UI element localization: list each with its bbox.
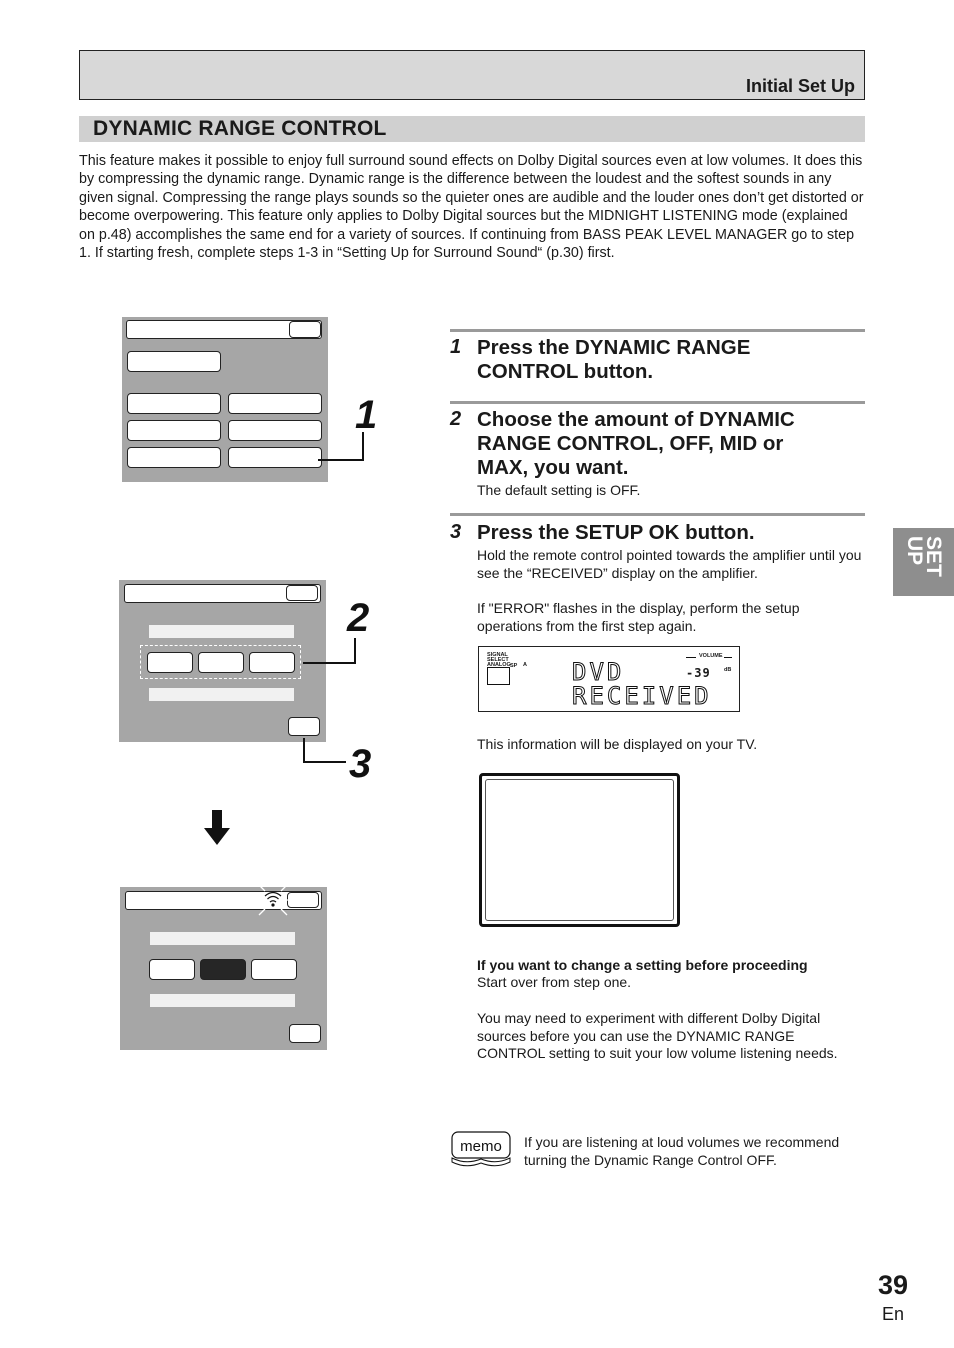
off-button[interactable] — [147, 652, 193, 673]
step-divider — [450, 329, 865, 332]
off-button[interactable] — [149, 959, 195, 980]
db-label: dB — [724, 667, 732, 673]
sp-label: SP — [510, 663, 518, 669]
figure-label-1: 1 — [355, 393, 378, 437]
step-2-number: 2 — [450, 408, 462, 430]
remote-label-bar — [149, 625, 294, 638]
step-2-note: The default setting is OFF. — [477, 482, 641, 498]
dynamic-range-control-button[interactable] — [228, 447, 322, 468]
step-3-note: Hold the remote control pointed towards the amplifier until you see the “RECEIVED” display on the amplifier. — [477, 547, 862, 581]
max-button[interactable] — [251, 959, 297, 980]
intro-paragraph: This feature makes it possible to enjoy full surround sound effects on Dolby Digital sources even at low volumes. It does this by compressing the dynamic range. Dynamic range is the difference between the loudest and the softest sounds in any given signal. Compressing the range plays sounds so the quieter ones are audible and the louder ones don’t get distorted or become overpowering. This feature only applies to Dolby Digital sources but the MIDNIGHT LISTENING mode (explained on p.48) accomplishes the same end for a variety of sources. If continuing from BASS PEAK LEVEL MANAGER go to step 1. If starting fresh, complete steps 1-3 in “Setting Up for Surround Sound“ (p.30) first. — [79, 153, 864, 262]
remote-small-button[interactable] — [286, 585, 318, 601]
leader-line — [303, 761, 346, 763]
signal-select-label: SIGNAL SELECT ANALOG — [487, 652, 511, 668]
page-number: 39 — [878, 1270, 909, 1300]
signal-indicator-box — [487, 667, 510, 685]
mid-button-selected[interactable] — [200, 959, 246, 980]
volume-rule — [724, 657, 732, 658]
remote-panel-step2 — [119, 580, 326, 742]
figure-label-2: 2 — [347, 596, 370, 640]
arrow-down-icon — [204, 810, 230, 846]
experiment-text: You may need to experiment with different Dolby Digital sources before you can use the DYNAMIC RANGE CONTROL setting to suit your low volume listening needs. — [477, 1010, 838, 1062]
memo-icon — [451, 1131, 511, 1167]
figure-label-3: 3 — [349, 742, 372, 786]
remote-button[interactable] — [228, 393, 322, 414]
speaker-a-label: A — [523, 662, 527, 668]
change-setting-text: Start over from step one. — [477, 974, 632, 990]
section-title: DYNAMIC RANGE CONTROL — [93, 117, 387, 140]
step-3-number: 3 — [450, 521, 462, 543]
tv-screen-icon — [479, 773, 680, 927]
step-divider — [450, 401, 865, 404]
header-section-name: Initial Set Up — [745, 76, 855, 96]
remote-button[interactable] — [127, 420, 221, 441]
mid-button[interactable] — [198, 652, 244, 673]
display-line-2: RECEIVED — [572, 682, 712, 710]
remote-panel-result — [120, 887, 327, 1050]
transmit-icon — [255, 882, 291, 918]
step-1-title: Press the DYNAMIC RANGE CONTROL button. — [477, 336, 751, 383]
tv-screen — [485, 779, 674, 921]
tv-caption: This information will be displayed on your TV. — [477, 736, 758, 752]
remote-label-bar — [150, 932, 295, 945]
amplifier-display — [478, 646, 740, 712]
step-divider — [450, 513, 865, 516]
max-button[interactable] — [249, 652, 295, 673]
header-banner — [79, 50, 865, 100]
display-line-1: DVD — [572, 658, 625, 686]
setup-side-tab — [893, 528, 954, 596]
remote-label-bar — [150, 994, 295, 1007]
remote-button[interactable] — [127, 447, 221, 468]
change-setting-heading: If you want to change a setting before proceeding — [477, 957, 808, 973]
remote-button[interactable] — [127, 393, 221, 414]
leader-line — [303, 738, 305, 763]
step-3-title: Press the SETUP OK button. — [477, 521, 755, 544]
leader-line — [303, 662, 356, 664]
volume-rule — [686, 657, 696, 658]
step-2-title: Choose the amount of DYNAMIC RANGE CONTROL, OFF, MID or MAX, you want. — [477, 408, 795, 479]
remote-button[interactable] — [127, 351, 221, 372]
memo-text: If you are listening at loud volumes we recommend turning the Dynamic Range Control OFF. — [524, 1134, 840, 1168]
page-language: En — [882, 1304, 905, 1324]
leader-line — [354, 638, 356, 664]
step-3-note-error: If "ERROR" flashes in the display, perform the setup operations from the first step again. — [477, 600, 800, 634]
remote-small-button[interactable] — [289, 321, 321, 338]
setup-side-tab-label: SET UP — [903, 536, 945, 577]
volume-value: -39 — [686, 666, 711, 680]
setup-ok-button[interactable] — [289, 1024, 321, 1043]
volume-label: VOLUME — [699, 653, 723, 659]
setup-ok-button[interactable] — [288, 717, 320, 736]
leader-line — [318, 459, 364, 461]
remote-label-bar — [149, 688, 294, 701]
remote-panel-step1 — [122, 317, 328, 482]
remote-small-button[interactable] — [287, 892, 319, 908]
remote-button[interactable] — [228, 420, 322, 441]
memo-icon-label: memo — [460, 1138, 502, 1155]
step-1-number: 1 — [450, 336, 462, 358]
section-title-bar — [79, 116, 865, 142]
